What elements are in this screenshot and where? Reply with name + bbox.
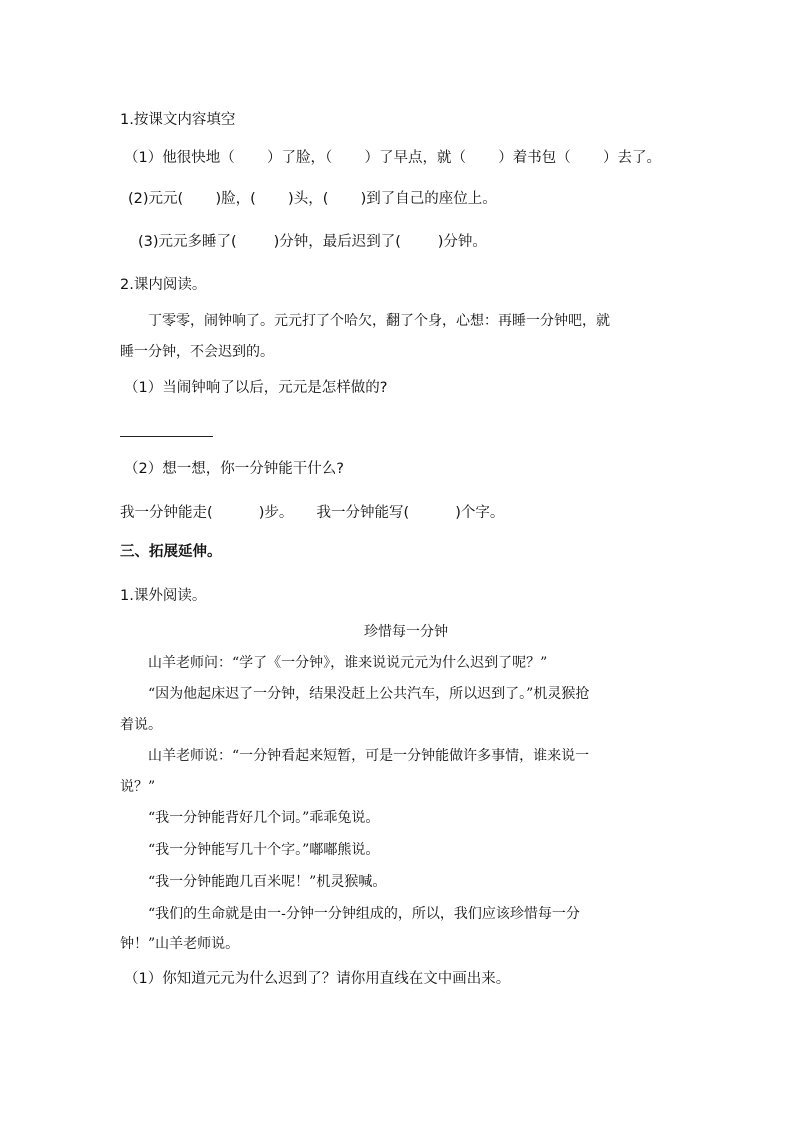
story-title: 珍惜每一分钟	[364, 624, 448, 640]
section2-question-2: （2）想一想，你一分钟能干什么?	[124, 461, 344, 477]
answer-line	[120, 436, 213, 437]
section3-sub-heading: 1.课外阅读。	[120, 588, 207, 604]
section2-heading: 2.课内阅读。	[120, 277, 207, 293]
story-line-7: “我一分钟能写几十个字。”嘟嘟熊说。	[148, 842, 380, 858]
section1-question-1: （1）他很快地（ ）了脸，（ ）了早点，就（ ）着书包（ ）去了。	[124, 150, 662, 166]
section3-question-1: （1）你知道元元为什么迟到了？请你用直线在文中画出来。	[124, 971, 511, 987]
story-line-2: “因为他起床迟了一分钟，结果没赶上公共汽车，所以迟到了。”机灵猴抢	[148, 686, 590, 702]
story-line-3: 着说。	[120, 717, 162, 733]
story-line-6: “我一分钟能背好几个词。”乖乖兔说。	[148, 810, 380, 826]
story-line-10: 钟！”山羊老师说。	[120, 936, 240, 952]
story-line-5: 说？”	[120, 779, 156, 795]
story-line-1: 山羊老师问：“学了《一分钟》，谁来说说元元为什么迟到了呢？”	[148, 655, 548, 671]
story-line-8: “我一分钟能跑几百米呢！”机灵猴喊。	[148, 874, 387, 890]
section2-fill-in: 我一分钟能走( )步。 我一分钟能写( )个字。	[120, 505, 505, 521]
section1-question-3: (3)元元多睡了( )分钟，最后迟到了( )分钟。	[138, 234, 487, 250]
section1-question-2: (2)元元( )脸，( )头，( )到了自己的座位上。	[128, 191, 497, 207]
story-line-4: 山羊老师说：“一分钟看起来短暂，可是一分钟能做许多事情，谁来说一	[148, 748, 590, 764]
passage-line-1: 丁零零，闹钟响了。元元打了个哈欠，翻了个身，心想：再睡一分钟吧，就	[148, 313, 610, 329]
section3-heading: 三、拓展延伸。	[120, 544, 222, 560]
section2-question-1: （1）当闹钟响了以后，元元是怎样做的?	[124, 380, 388, 396]
section1-heading: 1.按课文内容填空	[120, 112, 236, 128]
story-line-9: “我们的生命就是由一-分钟一分钟组成的，所以，我们应该珍惜每一分	[148, 906, 580, 922]
passage-line-2: 睡一分钟，不会迟到的。	[120, 344, 274, 360]
